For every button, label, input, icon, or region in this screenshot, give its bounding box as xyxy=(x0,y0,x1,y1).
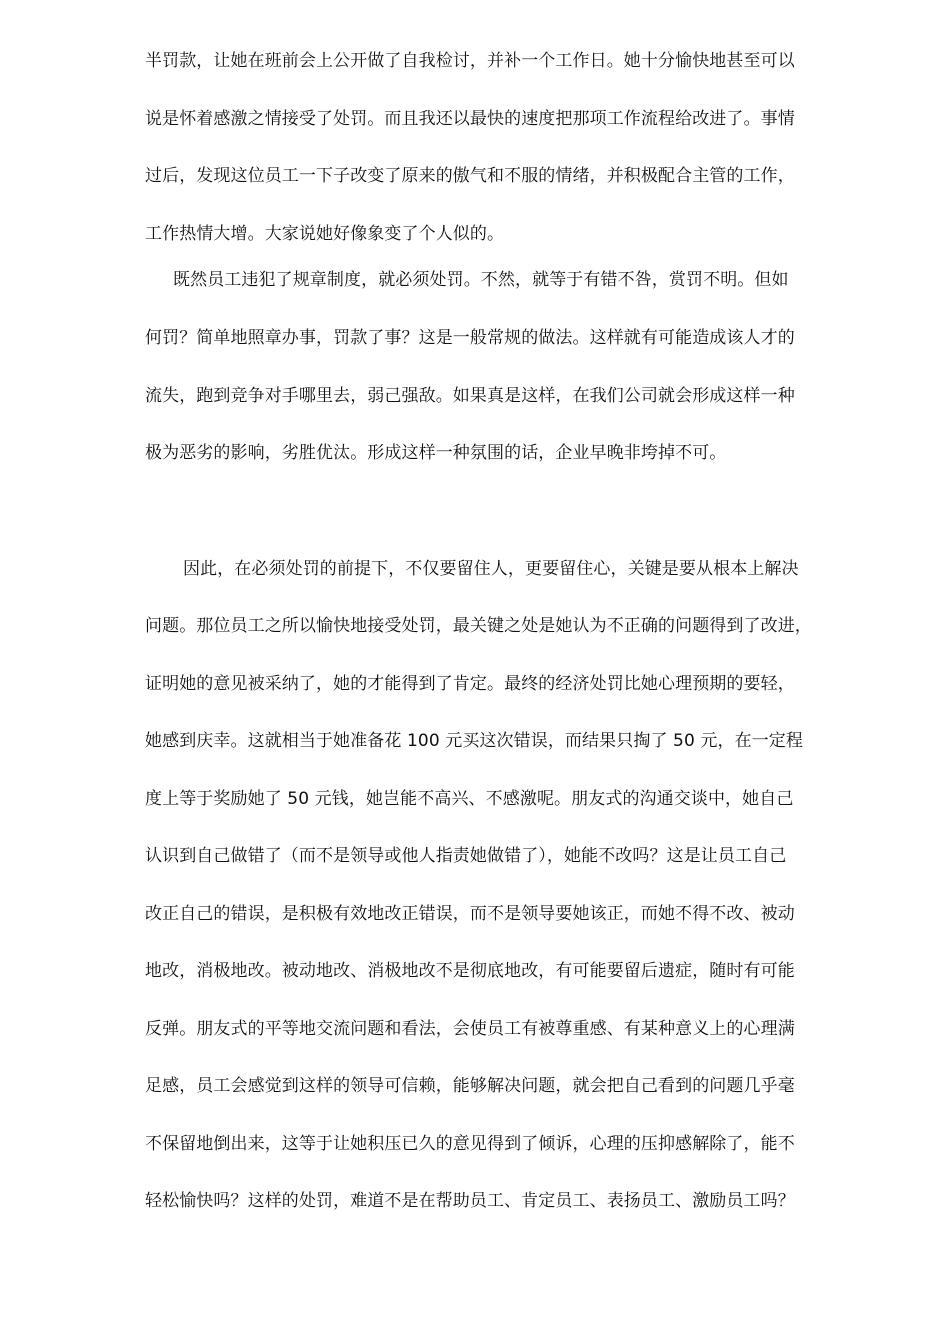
text-line: 问题。那位员工之所以愉快地接受处罚，最关键之处是她认为不正确的问题得到了改进， xyxy=(145,616,812,636)
text-line: 半罚款，让她在班前会上公开做了自我检讨，并补一个工作日。她十分愉快地甚至可以 xyxy=(145,51,795,71)
text-line: 何罚？简单地照章办事，罚款了事？这是一般常规的做法。这样就有可能造成该人才的 xyxy=(145,328,795,348)
text-line: 改正自己的错误，是积极有效地改正错误，而不是领导要她该正，而她不得不改、被动 xyxy=(145,904,795,924)
text-line: 不保留地倒出来，这等于让她积压已久的意见得到了倾诉，心理的压抑感解除了，能不 xyxy=(145,1134,795,1154)
text-line: 因此，在必须处罚的前提下，不仅要留住人，更要留住心，关键是要从根本上解决 xyxy=(183,559,799,579)
text-line: 过后，发现这位员工一下子改变了原来的傲气和不服的情绪，并积极配合主管的工作， xyxy=(145,166,795,186)
text-line: 流失，跑到竞争对手哪里去，弱己强敌。如果真是这样，在我们公司就会形成这样一种 xyxy=(145,386,795,406)
text-line: 工作热情大增。大家说她好像象变了个人似的。 xyxy=(145,224,505,244)
text-line: 说是怀着感激之情接受了处罚。而且我还以最快的速度把那项工作流程给改进了。事情 xyxy=(145,109,795,129)
text-line: 地改，消极地改。被动地改、消极地改不是彻底地改，有可能要留后遗症，随时有可能 xyxy=(145,961,795,981)
text-line: 证明她的意见被采纳了，她的才能得到了肯定。最终的经济处罚比她心理预期的要轻， xyxy=(145,674,795,694)
text-line: 极为恶劣的影响，劣胜优汰。形成这样一种氛围的话，企业早晚非垮掉不可。 xyxy=(145,443,727,463)
text-line: 轻松愉快吗？这样的处罚，难道不是在帮助员工、肯定员工、表扬员工、激励员工吗？ xyxy=(145,1191,795,1211)
text-line: 度上等于奖励她了 50 元钱，她岂能不高兴、不感激呢。朋友式的沟通交谈中，她自己 xyxy=(145,789,794,809)
text-line: 她感到庆幸。这就相当于她准备花 100 元买这次错误，而结果只掏了 50 元，在一定程 xyxy=(145,731,803,751)
text-line: 既然员工违犯了规章制度，就必须处罚。不然，就等于有错不咎，赏罚不明。但如 xyxy=(173,270,789,290)
text-line: 反弹。朋友式的平等地交流问题和看法，会使员工有被尊重感、有某种意义上的心理满 xyxy=(145,1019,795,1039)
text-line: 认识到自己做错了（而不是领导或他人指责她做错了），她能不改吗？这是让员工自己 xyxy=(145,846,787,866)
text-line: 足感，员工会感觉到这样的领导可信赖，能够解决问题，就会把自己看到的问题几乎毫 xyxy=(145,1076,795,1096)
